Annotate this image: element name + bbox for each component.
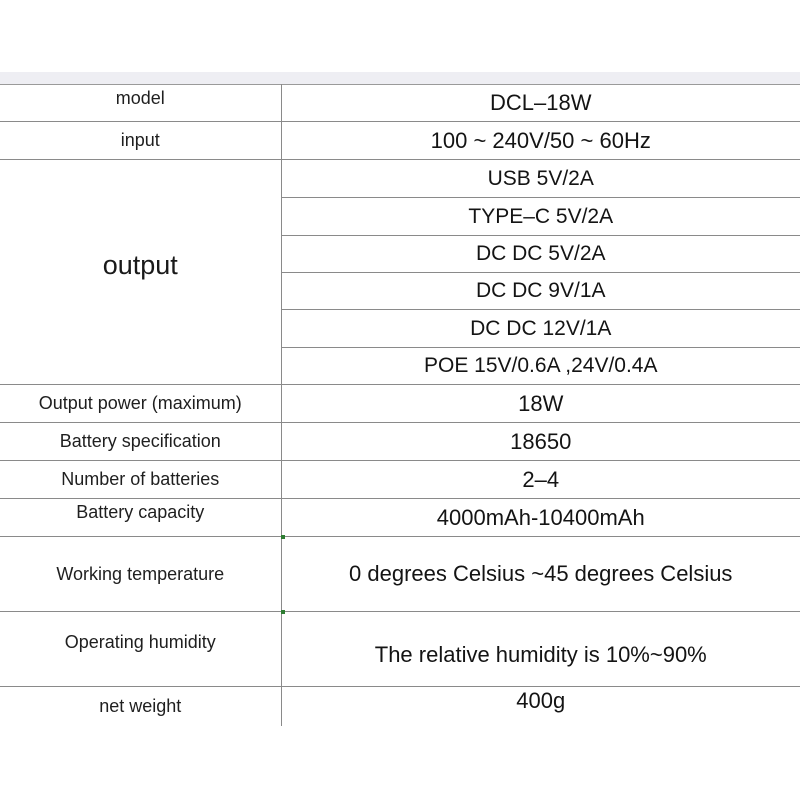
- battery-capacity-label: Battery capacity: [76, 502, 205, 522]
- model-value: DCL–18W: [490, 90, 592, 115]
- table-row: [0, 85, 800, 122]
- input-value: 100 ~ 240V/50 ~ 60Hz: [430, 127, 651, 153]
- output-value-dc9v: DC DC 9V/1A: [475, 279, 606, 302]
- top-band: [0, 72, 800, 84]
- corner-mark: [281, 535, 285, 539]
- net-weight-label: net weight: [99, 695, 182, 716]
- model-label-cell: [0, 85, 281, 122]
- output-label: output: [102, 249, 178, 280]
- model-label: model: [115, 87, 165, 108]
- output-value-typec: TYPE–C 5V/2A: [468, 204, 614, 228]
- output-power-value: 18W: [518, 390, 564, 416]
- humidity-label: Operating humidity: [64, 631, 216, 652]
- table-row: [0, 122, 800, 160]
- table-row: [0, 612, 800, 687]
- input-label: input: [120, 130, 160, 150]
- spec-table: [0, 84, 800, 726]
- battery-spec-label: Battery specification: [59, 431, 221, 451]
- output-power-label: Output power (maximum): [38, 393, 242, 413]
- table-row: [0, 461, 800, 499]
- net-weight-value: 400g: [516, 688, 566, 714]
- working-temp-value: 0 degrees Celsius ~45 degrees Celsius: [349, 561, 733, 586]
- battery-spec-value: 18650: [510, 428, 572, 454]
- battery-capacity-value: 4000mAh-10400mAh: [436, 504, 645, 530]
- output-value-usb: USB 5V/2A: [487, 166, 594, 190]
- working-temp-label: Working temperature: [56, 563, 225, 584]
- corner-mark: [281, 610, 285, 614]
- table-row: [0, 499, 800, 537]
- output-value-dc12v: DC DC 12V/1A: [470, 316, 612, 340]
- table-row: [0, 385, 800, 423]
- output-value-dc5v: DC DC 5V/2A: [475, 242, 606, 265]
- table-row: [0, 687, 800, 726]
- battery-count-label: Number of batteries: [61, 469, 220, 489]
- battery-count-value: 2–4: [522, 466, 560, 492]
- humidity-value: The relative humidity is 10%~90%: [374, 642, 707, 667]
- table-row: [0, 160, 800, 198]
- output-value-poe: POE 15V/0.6A ,24V/0.4A: [424, 354, 658, 377]
- table-row: [0, 537, 800, 612]
- model-value-cell: [281, 85, 800, 122]
- table-row: [0, 423, 800, 461]
- output-label-cell: [0, 160, 281, 385]
